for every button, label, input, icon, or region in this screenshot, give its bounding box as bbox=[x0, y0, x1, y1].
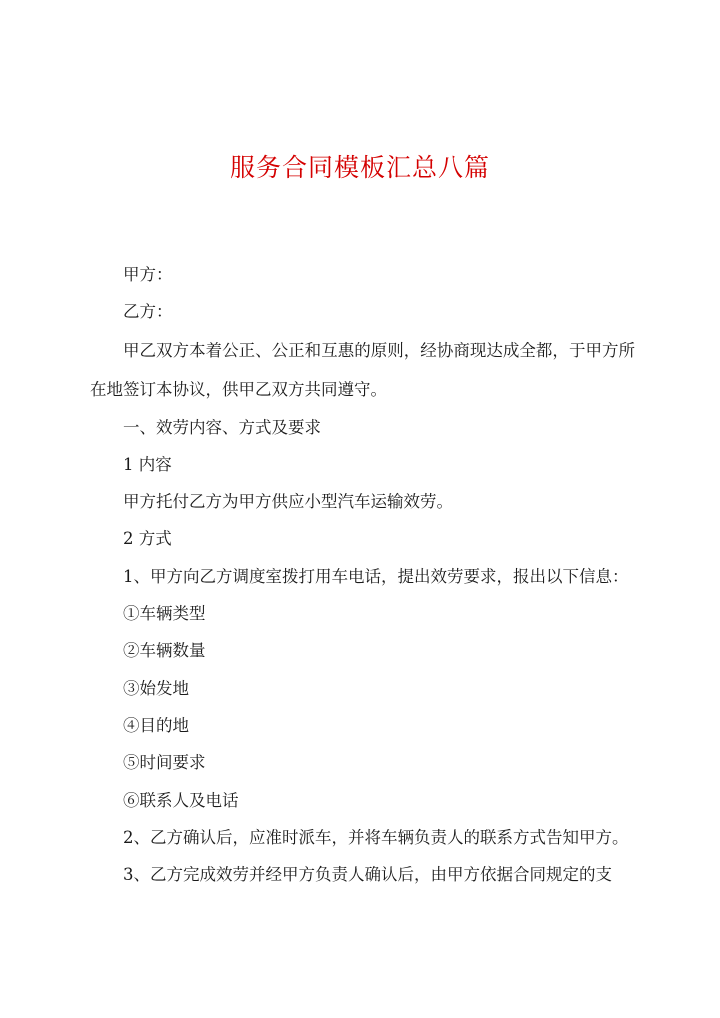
list-item-destination: ④目的地 bbox=[123, 715, 189, 735]
subsection-content: 1 内容 bbox=[123, 454, 172, 474]
party-a-line: 甲方： bbox=[123, 265, 173, 284]
list-item-contact: ⑥联系人及电话 bbox=[123, 790, 239, 810]
section-heading-service: 一、效劳内容、方式及要求 bbox=[123, 417, 321, 437]
document-body bbox=[90, 256, 635, 893]
list-item-time: ⑤时间要求 bbox=[123, 753, 206, 773]
list-item-vehicle-type: ①车辆类型 bbox=[123, 604, 206, 624]
document-title: 服务合同模板汇总八篇 bbox=[229, 153, 490, 182]
party-b-line: 乙方： bbox=[123, 302, 173, 322]
method-item-1: 1、甲方向乙方调度室拨打用车电话，提出效劳要求，报出以下信息： bbox=[123, 566, 629, 586]
method-item-2: 2、乙方确认后，应准时派车，并将车辆负责人的联系方式告知甲方。 bbox=[123, 827, 629, 847]
subsection-method: 2 方式 bbox=[123, 529, 172, 549]
method-item-3: 3、乙方完成效劳并经甲方负责人确认后，由甲方依据合同规定的支 bbox=[123, 865, 612, 885]
intro-paragraph: 甲乙双方本着公正、公正和互惠的原则，经协商现达成全都，于甲方所在地签订本协议，供甲乙双方共同遵守。 bbox=[90, 340, 635, 399]
content-paragraph: 甲方托付乙方为甲方供应小型汽车运输效劳。 bbox=[123, 492, 453, 512]
list-item-origin: ③始发地 bbox=[123, 678, 189, 698]
list-item-vehicle-count: ②车辆数量 bbox=[123, 641, 206, 661]
